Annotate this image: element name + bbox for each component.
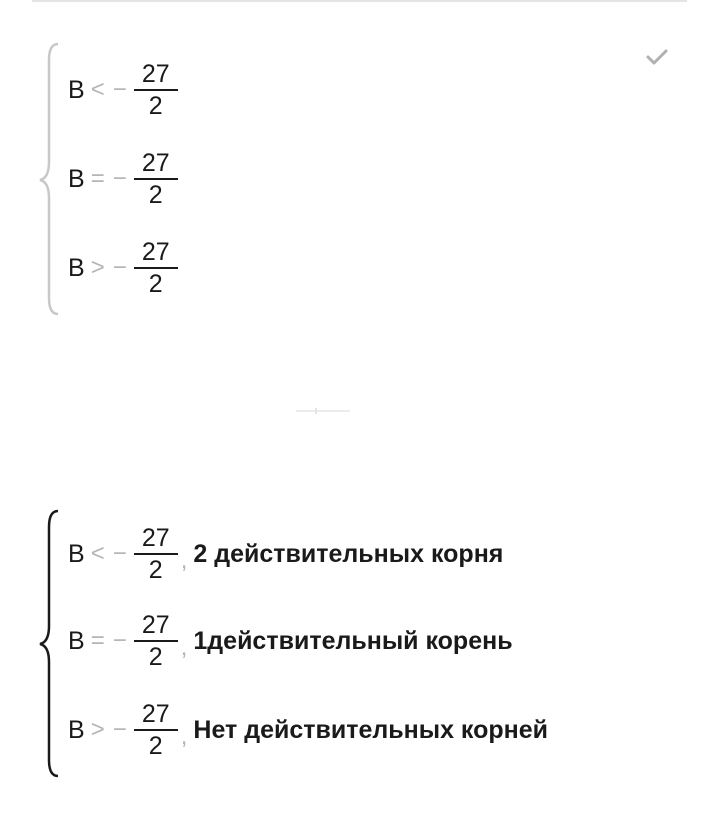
fraction-denominator: 2: [148, 92, 163, 120]
fraction-denominator: 2: [148, 643, 163, 671]
inequality-system-1: [36, 40, 436, 320]
system1-row-less: [68, 60, 178, 120]
fraction-numerator: 27: [141, 149, 170, 177]
top-divider: [32, 0, 687, 2]
variable-b: B: [68, 164, 85, 193]
system1-row-equal: [68, 149, 178, 209]
system2-row-greater: [68, 700, 548, 760]
equals-sign: =: [90, 165, 105, 192]
fraction: [134, 610, 178, 672]
equals-sign: =: [90, 627, 105, 654]
fraction-numerator: 27: [141, 700, 170, 728]
less-than-sign: <: [90, 76, 105, 103]
less-than-sign: <: [90, 540, 105, 567]
left-brace: [36, 508, 66, 780]
fraction: [134, 59, 178, 121]
root-count-text: Нет действительных корней: [193, 715, 549, 744]
left-brace: [36, 40, 66, 320]
comma: ,: [180, 547, 188, 574]
inequality-system-2: [36, 508, 696, 780]
minus-sign: −: [112, 627, 127, 654]
fraction-numerator: 27: [141, 611, 170, 639]
minus-sign: −: [112, 540, 127, 567]
faint-divider-mark: [296, 408, 350, 414]
fraction-denominator: 2: [148, 270, 163, 298]
system1-row-greater: [68, 238, 178, 298]
fraction-denominator: 2: [148, 556, 163, 584]
variable-b: B: [68, 715, 85, 744]
fraction-numerator: 27: [141, 238, 170, 266]
fraction-numerator: 27: [141, 60, 170, 88]
fraction-denominator: 2: [148, 181, 163, 209]
fraction-numerator: 27: [141, 524, 170, 552]
comma: ,: [180, 723, 188, 750]
minus-sign: −: [112, 716, 127, 743]
system2-row-equal: [68, 611, 513, 671]
fraction: [134, 237, 178, 299]
greater-than-sign: >: [90, 254, 105, 281]
comma: ,: [180, 634, 188, 661]
minus-sign: −: [112, 254, 127, 281]
system2-row-less: [68, 524, 503, 584]
root-count-text: 2 действительных корня: [193, 539, 504, 568]
minus-sign: −: [112, 76, 127, 103]
root-count-text: 1действительный корень: [193, 626, 513, 655]
fraction: [134, 148, 178, 210]
minus-sign: −: [112, 165, 127, 192]
variable-b: B: [68, 539, 85, 568]
fraction: [134, 523, 178, 585]
variable-b: B: [68, 75, 85, 104]
fraction-denominator: 2: [148, 732, 163, 760]
variable-b: B: [68, 626, 85, 655]
check-icon[interactable]: [643, 46, 671, 68]
greater-than-sign: >: [90, 716, 105, 743]
fraction: [134, 699, 178, 761]
variable-b: B: [68, 253, 85, 282]
